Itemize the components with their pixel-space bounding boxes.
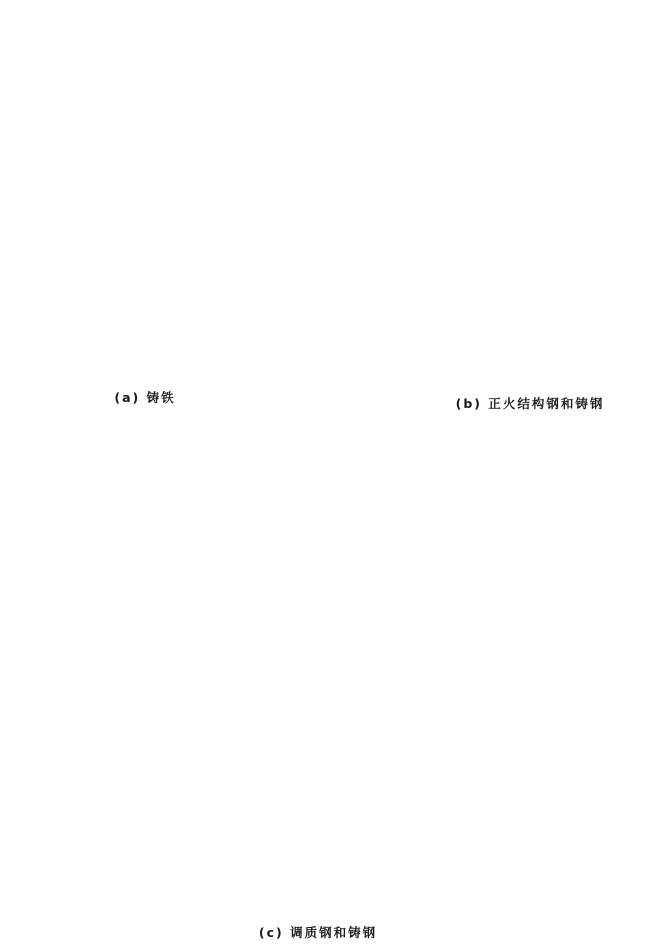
chart-normalized-steel [330,45,630,411]
chart-normalized-steel-canvas [330,45,630,195]
chart-cast-iron-canvas [0,0,340,420]
chart-c-caption: (c) 调质钢和铸钢 [258,925,378,940]
chart-b-caption: (b) 正火结构钢和铸钢 [455,396,605,411]
chart-a-caption: (a) 铸铁 [114,390,176,405]
chart-quenched-steel-canvas [95,425,395,575]
chart-quenched-steel [95,425,395,940]
chart-cast-iron [0,0,340,420]
